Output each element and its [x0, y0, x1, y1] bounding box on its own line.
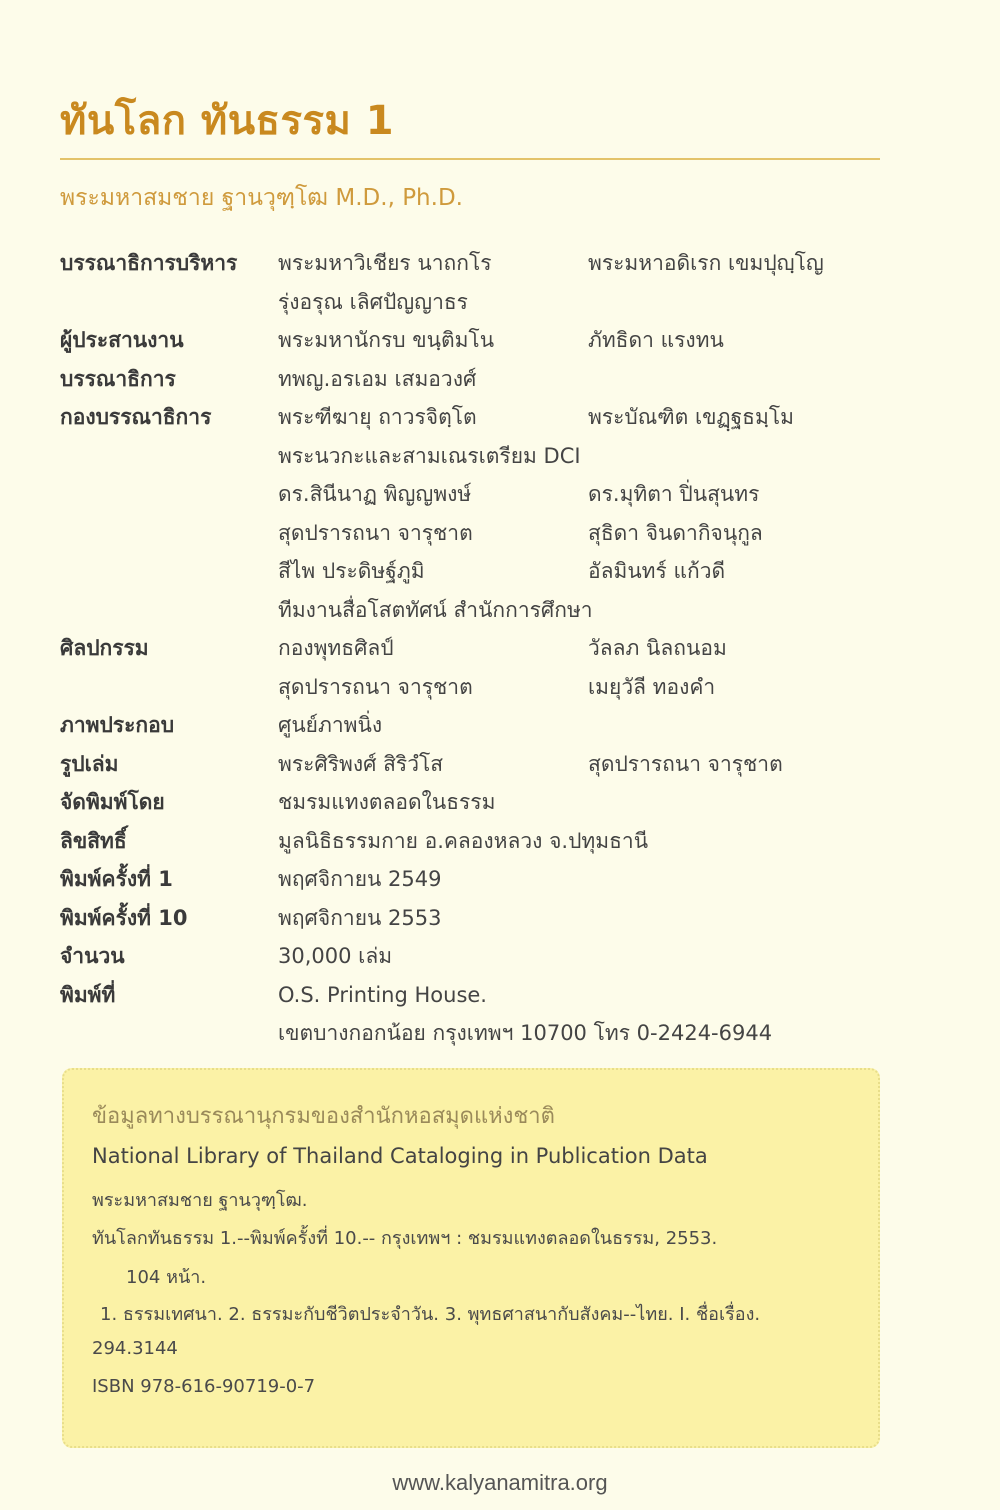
- credit-row: [60, 745, 910, 784]
- credit-name: ภัทธิดา แรงทน: [588, 328, 724, 352]
- credit-name: พระศิริพงศ์ สิริวํโส: [278, 751, 444, 776]
- credit-row: [60, 552, 910, 591]
- credit-label: จำนวน: [60, 944, 125, 968]
- credit-row: [60, 899, 910, 938]
- credit-name: พระฑีฆายุ ถาวรจิตฺโต: [278, 405, 477, 429]
- credit-name: ทีมงานสื่อโสตทัศน์ สำนักการศึกษา: [278, 597, 593, 622]
- credit-row: [60, 1014, 910, 1053]
- credit-row: [60, 437, 910, 476]
- credit-label: [60, 668, 278, 707]
- credit-name: ดร.มุทิตา ปิ่นสุนทร: [588, 482, 760, 506]
- credit-label: ผู้ประสานงาน: [60, 328, 184, 352]
- credit-label: [60, 552, 278, 591]
- credit-label: กองบรรณาธิการ: [60, 405, 212, 429]
- credit-row: [60, 937, 910, 976]
- credit-name: พระบัณฑิต เขฏฺฐธมฺโม: [588, 405, 794, 429]
- cip-heading-english: National Library of Thailand Cataloging in Publication Data: [92, 1144, 708, 1168]
- title-divider: [60, 158, 880, 160]
- credit-name: เมยุวัลี ทองคำ: [588, 674, 716, 699]
- credit-name: ทพญ.อรเอม เสมอวงศ์: [278, 366, 477, 391]
- credit-row: [60, 591, 910, 630]
- cip-subjects: 1. ธรรมเทศนา. 2. ธรรมะกับชีวิตประจำวัน. 3. พุทธศาสนากับสังคม--ไทย. I. ชื่อเรื่อง.: [100, 1304, 761, 1325]
- credit-row: [60, 629, 910, 668]
- credit-label: พิมพ์ครั้งที่ 10: [60, 905, 188, 930]
- credit-label: [60, 283, 278, 322]
- credit-name: สุดปรารถนา จารุชาต: [588, 751, 783, 776]
- cip-isbn: ISBN 978-616-90719-0-7: [92, 1376, 316, 1397]
- credit-label: บรรณาธิการ: [60, 366, 176, 391]
- credit-label: บรรณาธิการบริหาร: [60, 251, 238, 275]
- cip-pages: 104 หน้า.: [126, 1267, 207, 1288]
- credit-label: รูปเล่ม: [60, 751, 119, 776]
- credit-row: [60, 668, 910, 707]
- credit-row: [60, 706, 910, 745]
- credit-name: พฤศจิกายน 2549: [278, 867, 442, 891]
- credit-row: [60, 475, 910, 514]
- credit-name: 30,000 เล่ม: [278, 944, 393, 968]
- credit-row: [60, 321, 910, 360]
- credit-row: [60, 283, 910, 322]
- author-name: พระมหาสมชาย ฐานวุฑฺโฒ M.D., Ph.D.: [60, 185, 463, 211]
- credit-name: สุดปรารถนา จารุชาต: [278, 520, 473, 545]
- cip-heading: ข้อมูลทางบรรณานุกรมของสำนักหอสมุดแห่งชาติ: [92, 1104, 555, 1129]
- credit-label: ลิขสิทธิ์: [60, 828, 127, 853]
- credit-name: พระมหานักรบ ขนฺติมโน: [278, 328, 495, 352]
- credit-row: [60, 860, 910, 899]
- credit-name: วัลลภ นิลถนอม: [588, 636, 727, 660]
- credit-label: ศิลปกรรม: [60, 636, 149, 660]
- credit-row: [60, 783, 910, 822]
- credit-row: [60, 514, 910, 553]
- cip-author: พระมหาสมชาย ฐานวุฑฺโฒ.: [92, 1190, 308, 1211]
- cip-classification: 294.3144: [92, 1338, 178, 1359]
- credit-name: สุธิดา จินดากิจนุกูล: [588, 520, 763, 545]
- website-footer: www.kalyanamitra.org: [392, 1470, 608, 1495]
- credit-name: สุดปรารถนา จารุชาต: [278, 674, 473, 699]
- credit-name: พระมหาวิเชียร นาถกโร: [278, 251, 492, 275]
- credit-label: [60, 1014, 278, 1053]
- credit-label: ภาพประกอบ: [60, 713, 175, 737]
- credit-label: [60, 437, 278, 476]
- credit-name: กองพุทธศิลป์: [278, 636, 394, 660]
- credit-name: อัลมินทร์ แก้วดี: [588, 559, 726, 583]
- credit-name: ดร.สินีนาฏ พิญญพงษ์: [278, 482, 472, 506]
- credit-name: ศูนย์ภาพนิ่ง: [278, 713, 383, 737]
- cip-entry: ทันโลกทันธรรม 1.--พิมพ์ครั้งที่ 10.-- กรุงเทพฯ : ชมรมแทงตลอดในธรรม, 2553.: [92, 1228, 718, 1249]
- credit-label: พิมพ์ครั้งที่ 1: [60, 867, 173, 891]
- credit-name: พฤศจิกายน 2553: [278, 905, 442, 930]
- credit-label: พิมพ์ที่: [60, 982, 116, 1007]
- cataloging-box: [62, 1068, 880, 1448]
- credit-label: [60, 475, 278, 514]
- credit-name: สีไพ ประดิษฐ์ภูมิ: [278, 559, 425, 583]
- credit-name: O.S. Printing House.: [278, 982, 487, 1007]
- credit-row: [60, 822, 910, 861]
- credit-row: [60, 244, 910, 283]
- book-title: ทันโลก ทันธรรม 1: [60, 98, 395, 144]
- credit-name: พระนวกะและสามเณรเตรียม DCI: [278, 443, 581, 468]
- credit-label: จัดพิมพ์โดย: [60, 790, 165, 814]
- credit-row: [60, 360, 910, 399]
- credit-name: มูลนิธิธรรมกาย อ.คลองหลวง จ.ปทุมธานี: [278, 828, 649, 853]
- credit-name: พระมหาอดิเรก เขมปุญฺโญ: [588, 251, 824, 275]
- credit-row: [60, 976, 910, 1015]
- credit-name: ชมรมแทงตลอดในธรรม: [278, 790, 496, 814]
- credits-table: [60, 244, 910, 1053]
- credit-name: รุ่งอรุณ เลิศปัญญาธร: [278, 289, 468, 314]
- credit-label: [60, 514, 278, 553]
- credit-name: เขตบางกอกน้อย กรุงเทพฯ 10700 โทร 0-2424-6944: [278, 1021, 773, 1045]
- credit-row: [60, 398, 910, 437]
- credit-label: [60, 591, 278, 630]
